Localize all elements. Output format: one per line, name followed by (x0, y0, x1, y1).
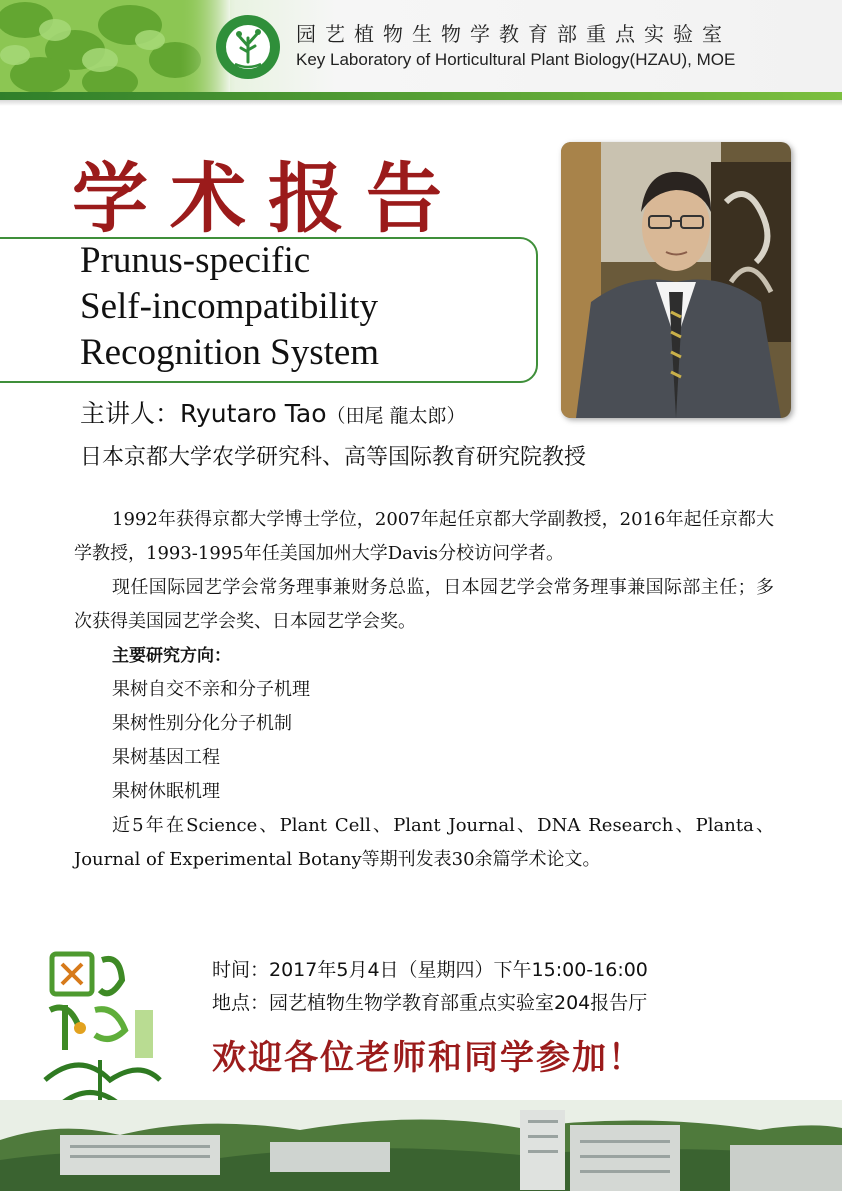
speaker-label: 主讲人：Ryutaro Tao (80, 399, 327, 428)
research-heading: 主要研究方向： (112, 646, 231, 666)
research-item: 果树自交不亲和分子机理 (112, 679, 310, 700)
research-item: 果树休眠机理 (112, 781, 220, 802)
speaker-native-name: （田尾 龍太郎） (326, 405, 466, 427)
speaker-name (80, 394, 466, 430)
talk-topic (80, 238, 540, 376)
bio-paragraph-2: 现任国际园艺学会常务理事兼财务总监，日本园艺学会常务理事兼国际部主任；多次获得美国园艺学会奖、日本园艺学会奖。 (74, 577, 774, 632)
topic-line-1: Prunus-specific (80, 240, 311, 281)
header-divider (0, 92, 842, 100)
research-item: 果树基因工程 (112, 747, 220, 768)
topic-line-2: Self-incompatibility (80, 286, 379, 327)
research-item: 果树性别分化分子机制 (112, 713, 292, 734)
lab-logo (215, 14, 281, 80)
speaker-photo (561, 142, 791, 418)
clover-leaves-image (0, 0, 230, 96)
header-banner (0, 0, 842, 100)
campus-photo (0, 1100, 842, 1191)
page-title: 学术报告 (72, 154, 464, 243)
welcome-message: 欢迎各位老师和同学参加！ (212, 1038, 644, 1078)
lab-name-cn: 园艺植物生物学教育部重点实验室 (296, 22, 731, 46)
topic-line-3: Recognition System (80, 332, 380, 373)
event-time: 时间：2017年5月4日（星期四）下午15:00-16:00 (212, 959, 648, 981)
event-place: 地点：园艺植物生物学教育部重点实验室204报告厅 (212, 992, 648, 1014)
lab-name-en: Key Laboratory of Horticultural Plant Biology(HZAU), MOE (296, 50, 736, 69)
speaker-affiliation: 日本京都大学农学研究科、高等国际教育研究院教授 (80, 445, 587, 470)
speaker-bio (74, 503, 774, 877)
header-shadow (0, 100, 842, 106)
bio-paragraph-1: 1992年获得京都大学博士学位，2007年起任京都大学副教授，2016年起任京都大学教授，1993-1995年任美国加州大学Davis分校访问学者。 (74, 509, 774, 564)
publications-summary: 近5年在Science、Plant Cell、Plant Journal、DNA Research、Planta、Journal of Experimental Botany等期刊发表30余篇学术论文。 (74, 815, 774, 870)
horticulture-emblem (40, 950, 190, 1125)
